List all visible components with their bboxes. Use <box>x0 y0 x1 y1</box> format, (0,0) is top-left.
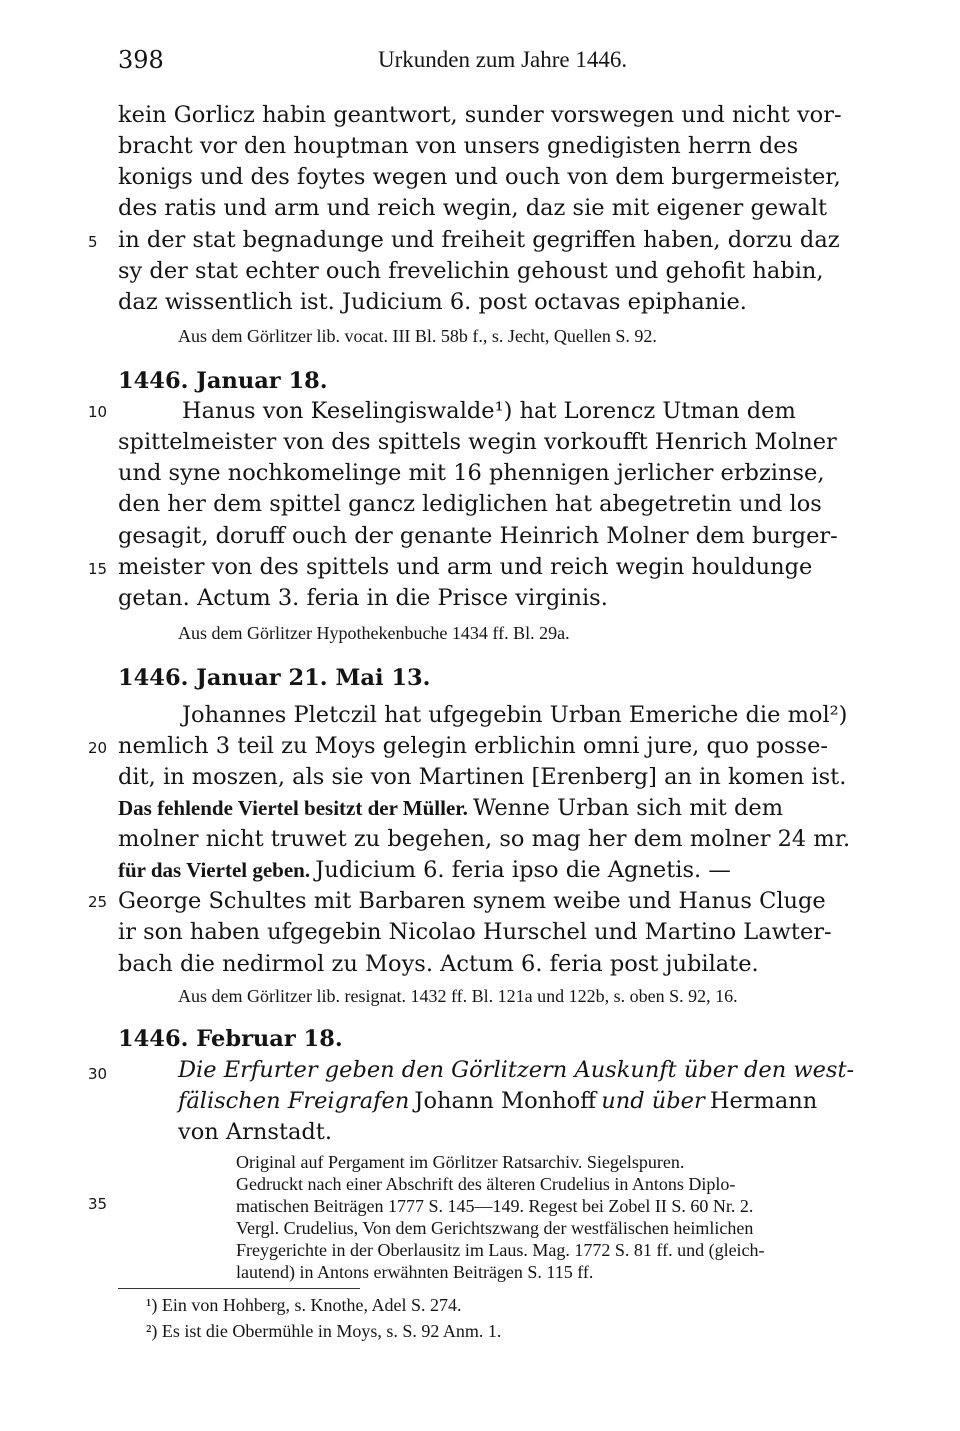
entry-text-line: und syne nochkomelinge mit 16 phennigen jerlicher erbzinse, <box>118 460 825 486</box>
line-number: 25 <box>88 893 108 911</box>
entry-text-line: Johannes Pletczil hat ufgegebin Urban Emeriche die mol²) <box>182 702 848 728</box>
line-number: 5 <box>88 233 98 251</box>
source-note: Aus dem Görlitzer lib. vocat. III Bl. 58b f., s. Jecht, Quellen S. 92. <box>178 326 657 346</box>
line-number: 10 <box>88 403 108 421</box>
source-note-line: lautend) in Antons erwähnten Beiträgen S. 115 ff. <box>236 1262 594 1282</box>
entry-text-line: meister von des spittels und arm und reich wegin houldunge <box>118 554 813 580</box>
source-note-line: Vergl. Crudelius, Von dem Gerichtszwang der westfälischen heimlichen <box>236 1218 754 1238</box>
summary-name: Johann Monhoff <box>414 1088 597 1114</box>
entry-text-line: getan. Actum 3. feria in die Prisce virginis. <box>118 585 608 611</box>
entry-text-line: Hanus von Keselingiswalde¹) hat Lorencz Utman dem <box>182 398 796 424</box>
entry-date: 1446. Februar 18. <box>118 1026 343 1052</box>
entry-text-line: den her dem spittel gancz lediglichen hat abegetretin und los <box>118 491 822 517</box>
entry-summary-line: von Arnstadt. <box>178 1119 332 1145</box>
source-note-line: matischen Beiträgen 1777 S. 145—149. Regest bei Zobel II S. 60 Nr. 2. <box>236 1196 754 1216</box>
entry-date: 1446. Januar 21. Mai 13. <box>118 665 431 691</box>
entry-text-line: konigs und des foytes wegen und ouch von dem burgermeister, <box>118 164 841 190</box>
entry-text-line <box>118 855 731 885</box>
editorial-insert: Das fehlende Viertel besitzt der Müller. <box>118 796 468 820</box>
entry-date: 1446. Januar 18. <box>118 368 328 394</box>
line-number: 20 <box>88 739 108 757</box>
source-note: Aus dem Görlitzer lib. resignat. 1432 ff. Bl. 121a und 122b, s. oben S. 92, 16. <box>178 986 738 1006</box>
line-number: 35 <box>88 1195 108 1213</box>
entry-text-segment: Wenne Urban sich mit dem <box>473 795 784 821</box>
line-number: 15 <box>88 560 108 578</box>
entry-text-line: des ratis und arm und reich wegin, daz sie mit eigener gewalt <box>118 195 828 221</box>
editorial-insert: für das Viertel geben. <box>118 858 311 882</box>
entry-text-line <box>118 793 783 823</box>
entry-summary-line <box>178 1086 817 1116</box>
source-note: Aus dem Görlitzer Hypothekenbuche 1434 ff. Bl. 29a. <box>178 623 570 643</box>
entry-text-line: bracht vor den houptman von unsers gnedigisten herrn des <box>118 133 799 159</box>
entry-text-segment: Judicium 6. feria ipso die Agnetis. — <box>315 857 731 883</box>
entry-summary-line: Die Erfurter geben den Görlitzern Auskunft über den west- <box>178 1057 855 1083</box>
source-note-line: Gedruckt nach einer Abschrift des älteren Crudelius in Antons Diplo- <box>236 1174 736 1194</box>
entry-text-line: spittelmeister von des spittels wegin vorkoufft Henrich Molner <box>118 429 837 455</box>
summary-segment: fälischen Freigrafen <box>178 1088 410 1114</box>
entry-text-line: George Schultes mit Barbaren synem weibe und Hanus Cluge <box>118 888 826 914</box>
entry-text-line: daz wissentlich ist. Judicium 6. post octavas epiphanie. <box>118 289 747 315</box>
entry-text-line: molner nicht truwet zu begehen, so mag her dem molner 24 mr. <box>118 826 851 852</box>
source-note-line: Original auf Pergament im Görlitzer Ratsarchiv. Siegelspuren. <box>236 1152 685 1172</box>
entry-text-line: dit, in moszen, als sie von Martinen [Erenberg] an in komen ist. <box>118 764 847 790</box>
summary-name: Hermann <box>709 1088 818 1114</box>
entry-text-line: in der stat begnadunge und freiheit gegriffen haben, dorzu daz <box>118 227 840 253</box>
page-number: 398 <box>118 46 164 74</box>
source-note-line: Freygerichte in der Oberlausitz im Laus. Mag. 1772 S. 81 ff. und (gleich- <box>236 1240 765 1260</box>
entry-text-line: nemlich 3 teil zu Moys gelegin erblichin omni jure, quo posse- <box>118 733 829 759</box>
entry-text-line: gesagit, doruff ouch der genante Heinrich Molner dem burger- <box>118 523 838 549</box>
line-number: 30 <box>88 1065 108 1083</box>
entry-text-line: kein Gorlicz habin geantwort, sunder vorswegen und nicht vor- <box>118 102 842 128</box>
running-head: Urkunden zum Jahre 1446. <box>378 47 628 72</box>
summary-segment: und über <box>601 1088 705 1114</box>
footnote-rule <box>118 1288 360 1289</box>
entry-text-line: ir son haben ufgegebin Nicolao Hurschel und Martino Lawter- <box>118 919 832 945</box>
footnote: ¹) Ein von Hohberg, s. Knothe, Adel S. 274. <box>146 1295 462 1315</box>
entry-text-line: sy der stat echter ouch frevelichin gehoust und gehofit habin, <box>118 258 824 284</box>
footnote: ²) Es ist die Obermühle in Moys, s. S. 92 Anm. 1. <box>146 1321 502 1341</box>
entry-text-line: bach die nedirmol zu Moys. Actum 6. feria post jubilate. <box>118 951 759 977</box>
